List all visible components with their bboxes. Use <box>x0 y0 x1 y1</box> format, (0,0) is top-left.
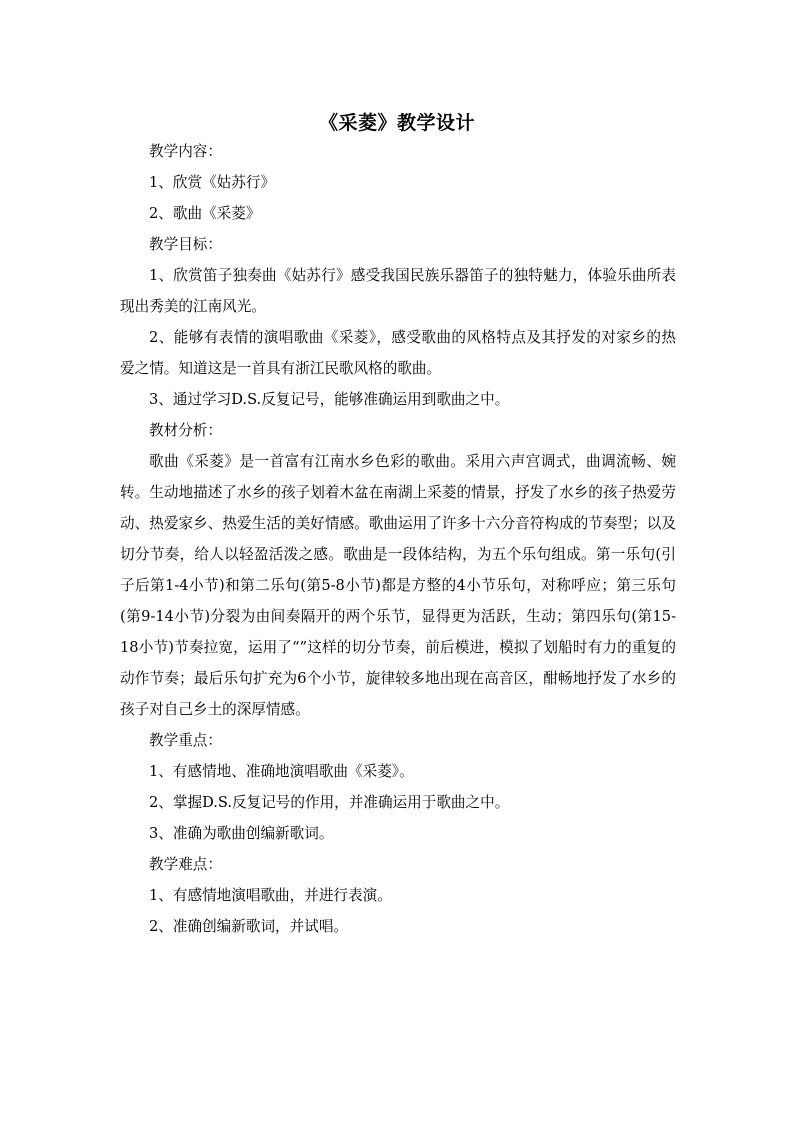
document-body <box>120 136 676 942</box>
key-point-item-1: 1、有感情地、准确地演唱歌曲《采菱》。 <box>149 763 414 780</box>
section-heading-difficulties: 教学难点： <box>149 856 222 873</box>
document-title: 《采菱》教学设计 <box>318 111 475 134</box>
difficulty-item-2: 2、准确创编新歌词，并试唱。 <box>149 918 349 935</box>
analysis-paragraph: 歌曲《采菱》是一首富有江南水乡色彩的歌曲。采用六声宫调式，曲调流畅、婉转。生动地描述了水乡的孩子划着木盆在南湖上采菱的情景，抒发了水乡的孩子热爱劳动、热爱家乡、热爱生活的美好情感。歌曲运用了许多十六分音符构成的节奏型；以及切分节奏，给人以轻盈活泼之感。歌曲是一段体结构，为五个乐句组成。第一乐句(引子后第1-4小节)和第二乐句(第5-8小节)都是方整的4小节乐句，对称呼应；第三乐句(第9-14小节)分裂为由间奏隔开的两个乐节，显得更为活跃，生动；第四乐句(第15-18小节)节奏拉宽，运用了“”这样的切分节奏，前后模进，模拟了划船时有力的重复的动作节奏；最后乐句扩充为6个小节，旋律较多地出现在高音区，酣畅地抒发了水乡的孩子对自己乡土的深厚情感。 <box>120 453 676 718</box>
section-heading-content: 教学内容： <box>149 143 222 160</box>
key-point-item-2: 2、掌握D.S.反复记号的作用，并准确运用于歌曲之中。 <box>149 794 510 811</box>
key-point-item-3: 3、准确为歌曲创编新歌词。 <box>149 825 334 842</box>
section-heading-objectives: 教学目标： <box>149 236 222 253</box>
objective-item-1: 1、欣赏笛子独奏曲《姑苏行》感受我国民族乐器笛子的独特魅力，体验乐曲所表现出秀美的江南风光。 <box>120 267 676 315</box>
content-item-1: 1、欣赏《姑苏行》 <box>149 174 276 191</box>
section-heading-analysis: 教材分析： <box>149 422 222 439</box>
objective-item-2: 2、能够有表情的演唱歌曲《采菱》，感受歌曲的风格特点及其抒发的对家乡的热爱之情。知道这是一首具有浙江民歌风格的歌曲。 <box>120 329 676 377</box>
content-item-2: 2、歌曲《采菱》 <box>149 205 261 222</box>
objective-item-3: 3、通过学习D.S.反复记号，能够准确运用到歌曲之中。 <box>149 391 510 408</box>
section-heading-key-points: 教学重点： <box>149 732 222 749</box>
difficulty-item-1: 1、有感情地演唱歌曲，并进行表演。 <box>149 887 392 904</box>
